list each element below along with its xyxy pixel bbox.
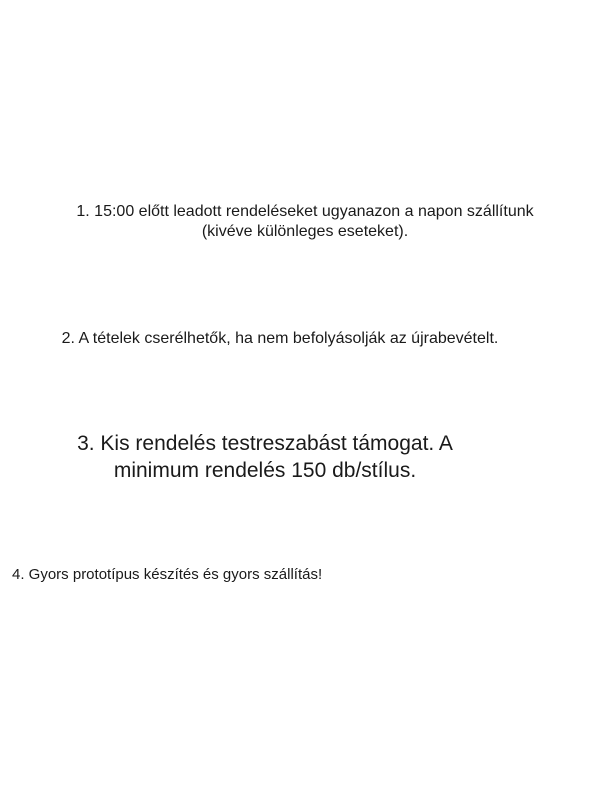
- same-day-shipping-line-1: 1. 15:00 előtt leadott rendeléseket ugyanazon a napon szállítunk: [76, 203, 534, 220]
- small-order-customization-note: [30, 430, 500, 485]
- fast-prototyping-note: 4. Gyors prototípus készítés és gyors szállítás!: [12, 566, 323, 583]
- customization-line-2: minimum rendelés 150 db/stílus.: [113, 459, 417, 483]
- item-exchange-note: 2. A tételek cserélhetők, ha nem befolyásolják az újrabevételt.: [61, 330, 499, 347]
- same-day-shipping-line-2: (kivéve különleges eseteket).: [201, 223, 409, 240]
- customization-line-1: 3. Kis rendelés testreszabást támogat. A: [77, 432, 453, 455]
- same-day-shipping-note: [30, 202, 580, 242]
